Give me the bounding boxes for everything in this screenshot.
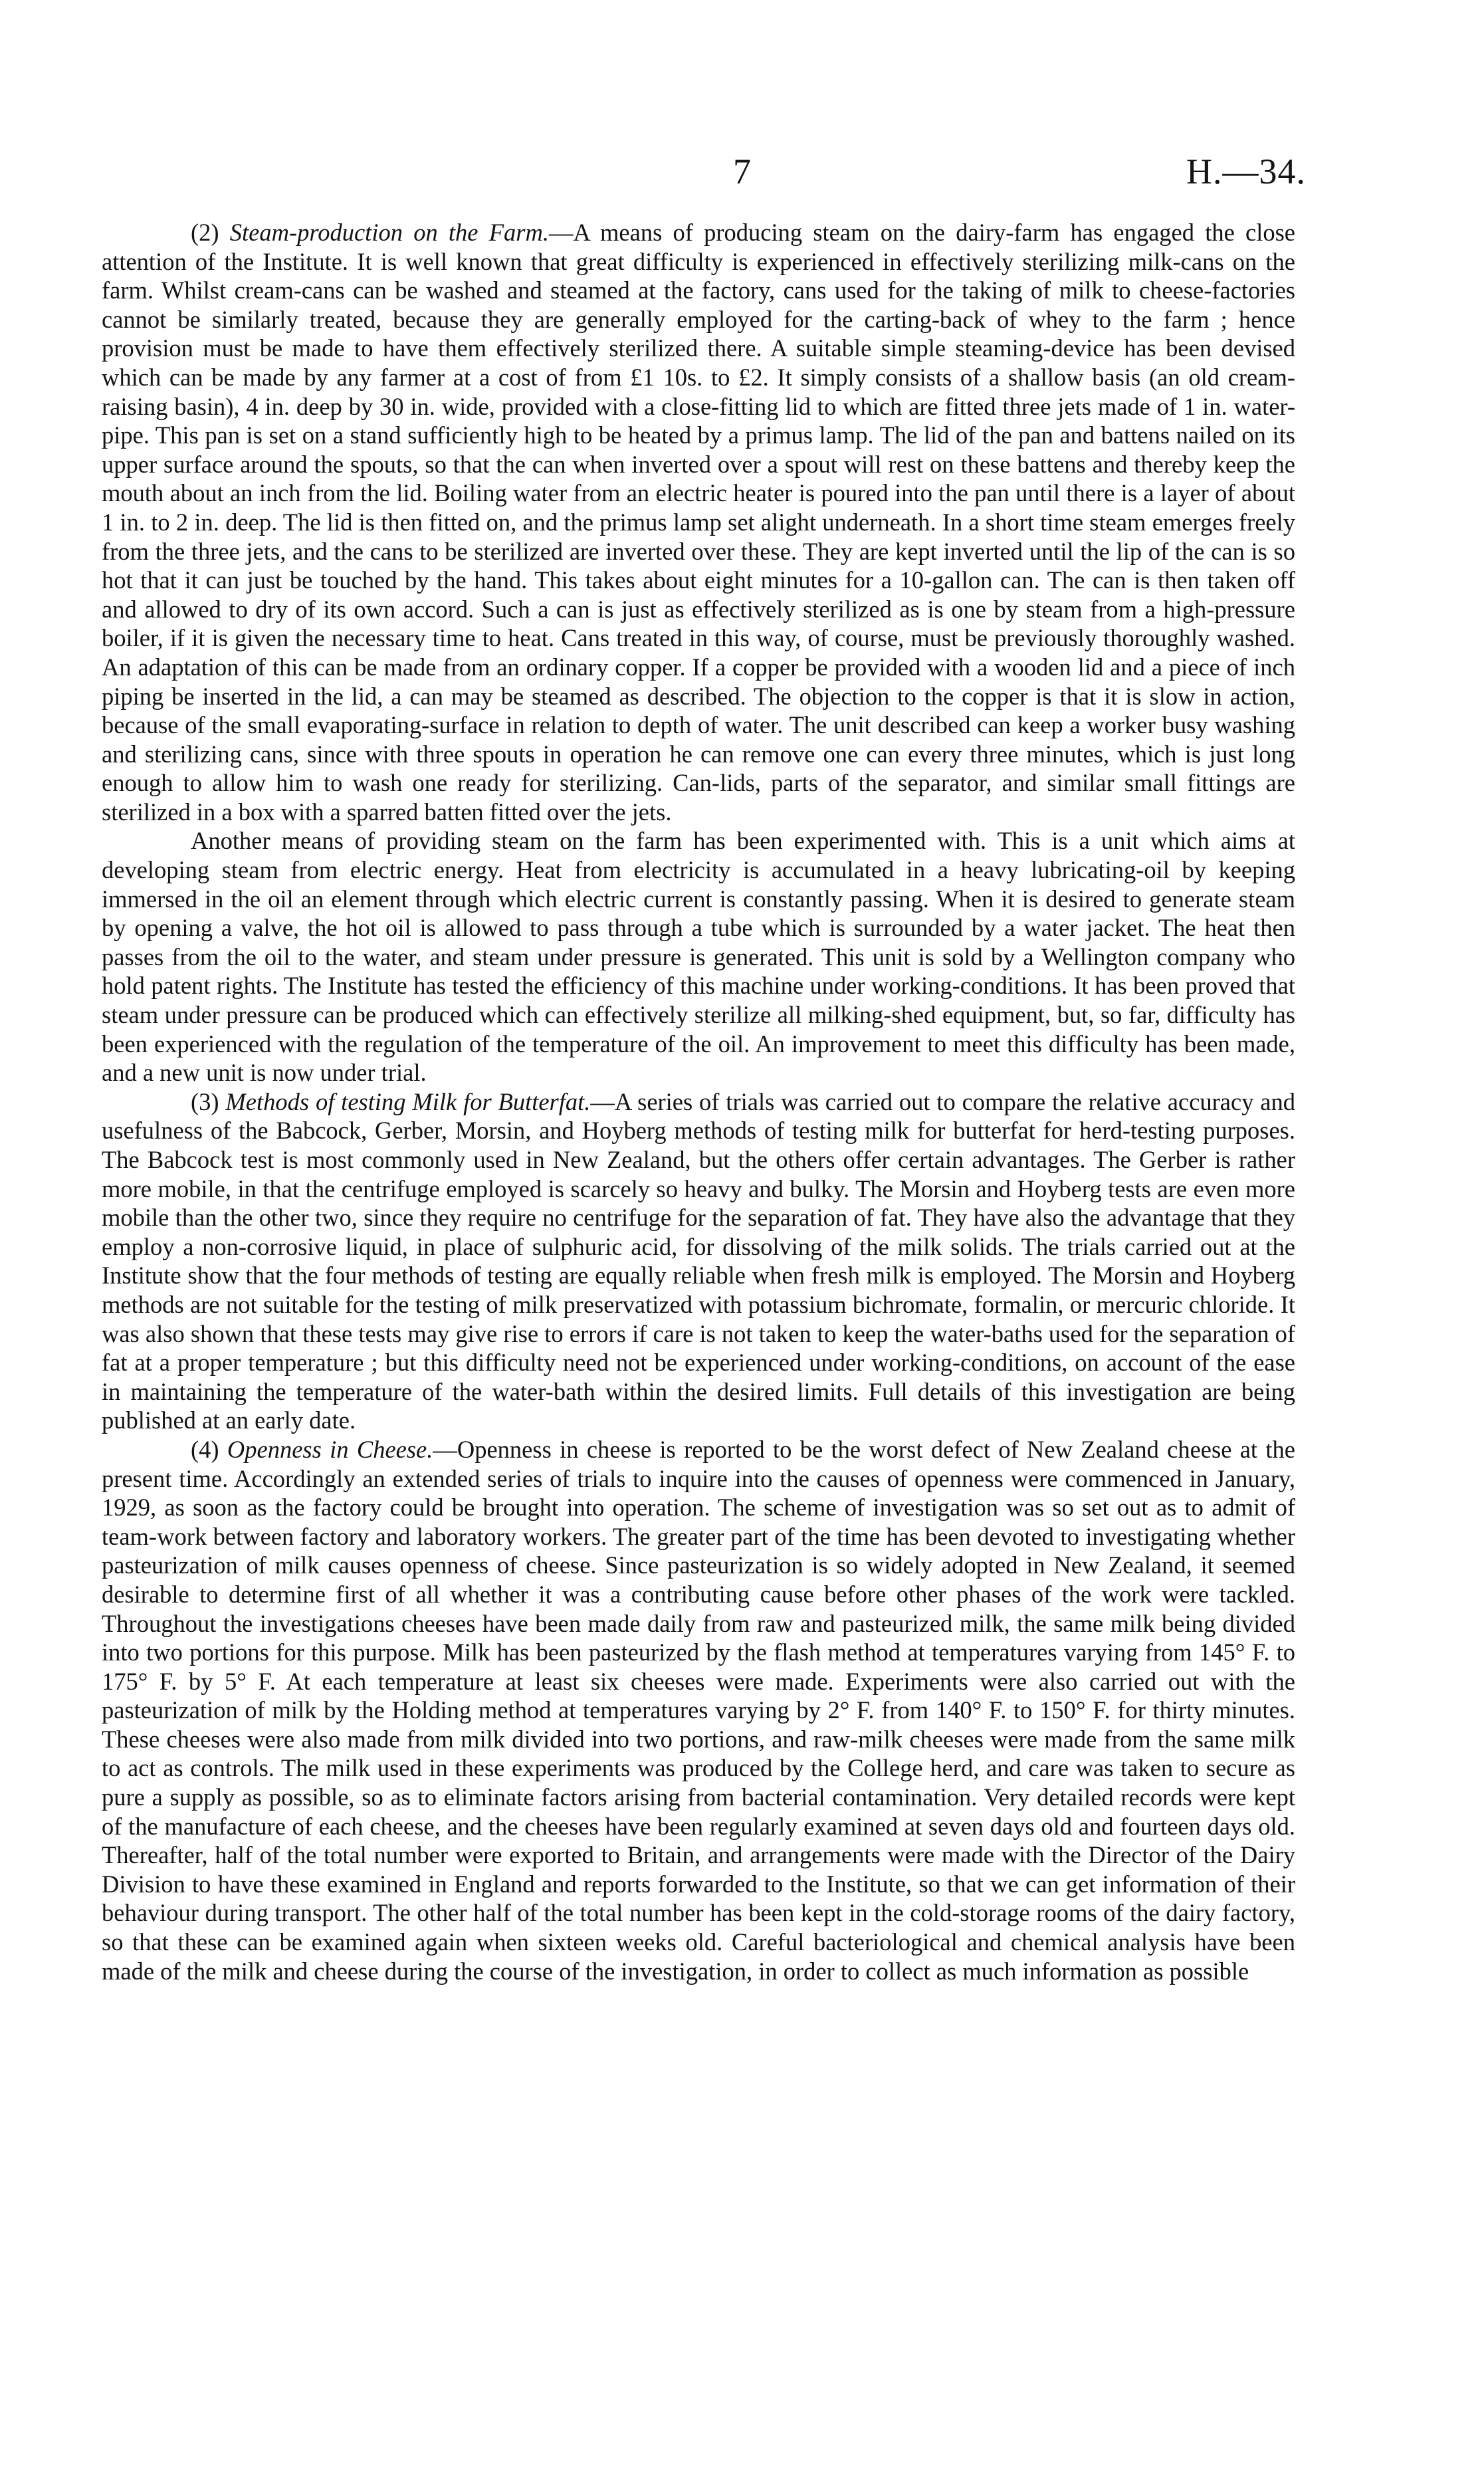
paragraph-number: (3) <box>191 1087 226 1115</box>
section-heading: Openness in Cheese. <box>227 1435 433 1463</box>
paragraph-number: (2) <box>191 219 230 246</box>
body-text <box>102 218 1295 1985</box>
paragraph-text: —Openness in cheese is reported to be the worst defect of New Zealand cheese at the present time. Accordingly an extended series of trials to inquire into the causes of openness were commenced in January, 1929, as soon as the factory could be brought into operation. The scheme of investigation was so set out as to admit of team-work between factory and laboratory workers. The greater part of the time has been devoted to investigating whether pasteurization of milk causes openness of cheese. Since pasteurization is so widely adopted in New Zealand, it seemed desirable to determine first of all whether it was a contributing cause before other phases of the work were tackled. Throughout the investigations cheeses have been made daily from raw and pasteurized milk, the same milk being divided into two portions for this purpose. Milk has been pasteurized by the flash method at temperatures varying from 145° F. to 175° F. by 5° F. At each temperature at least six cheeses were made. Experiments were also carried out with the pasteurization of milk by the Holding method at temperatures varying by 2° F. from 140° F. to 150° F. for thirty minutes. These cheeses were also made from milk divided into two portions, and raw-milk cheeses were made from the same milk to act as controls. The milk used in these experiments was produced by the College herd, and care was taken to secure as pure a supply as possible, so as to eliminate factors arising from bacterial contamination. Very detailed records were kept of the manufacture of each cheese, and the cheeses have been regularly examined at seven days old and fourteen days old. Thereafter, half of the total number were exported to Britain, and arrangements were made with the Director of the Dairy Division to have these examined in England and reports forwarded to the Institute, so that we can get information of their behaviour during transport. The other half of the total number has been kept in the cold-storage rooms of the dairy factory, so that these can be examined again when sixteen weeks old. Careful bacteriological and chemical analysis have been made of the milk and cheese during the course of the investigation, in order to collect as much information as possible <box>102 1435 1295 1985</box>
paragraph-testing-butterfat <box>102 1087 1295 1435</box>
paragraph-steam-production <box>102 218 1295 826</box>
document-reference: H.—34. <box>1186 152 1306 191</box>
page-number: 7 <box>733 152 751 191</box>
paragraph-text: Another means of providing steam on the farm has been experimented with. This is a unit which aims at developing steam from electric energy. Heat from electricity is accumulated in a heavy lubricating-oil by keeping immersed in the oil an element through which electric current is constantly passing. When it is desired to generate steam by opening a valve, the hot oil is allowed to pass through a tube which is surrounded by a water jacket. The heat then passes from the oil to the water, and steam under pressure is generated. This unit is sold by a Wellington company who hold patent rights. The Institute has tested the efficiency of this machine under working-conditions. It has been proved that steam under pressure can be produced which can effectively sterilize all milking-shed equipment, but, so far, difficulty has been experienced with the regulation of the temperature of the oil. An improvement to meet this difficulty has been made, and a new unit is now under trial. <box>102 827 1295 1087</box>
paragraph-text: —A means of producing steam on the dairy-farm has engaged the close attention of the Institute. It is well known that great difficulty is experienced in effectively sterilizing milk-cans on the farm. Whilst cream-cans can be washed and steamed at the factory, cans used for the taking of milk to cheese-factories cannot be similarly treated, because they are generally employed for the carting-back of whey to the farm ; hence provision must be made to have them effectively sterilized there. A suitable simple steaming-device has been devised which can be made by any farmer at a cost of from £1 10s. to £2. It simply consists of a shallow basis (an old cream-raising basin), 4 in. deep by 30 in. wide, provided with a close-fitting lid to which are fitted three jets made of 1 in. water-pipe. This pan is set on a stand sufficiently high to be heated by a primus lamp. The lid of the pan and battens nailed on its upper surface around the spouts, so that the can when inverted over a spout will rest on these battens and thereby keep the mouth about an inch from the lid. Boiling water from an electric heater is poured into the pan until there is a layer of about 1 in. to 2 in. deep. The lid is then fitted on, and the primus lamp set alight underneath. In a short time steam emerges freely from the three jets, and the cans to be sterilized are inverted over these. They are kept inverted until the lip of the can is so hot that it can just be touched by the hand. This takes about eight minutes for a 10-gallon can. The can is then taken off and allowed to dry of its own accord. Such a can is just as effectively sterilized as is one by steam from a high-pressure boiler, if it is given the necessary time to heat. Cans treated in this way, of course, must be previously thoroughly washed. An adaptation of this can be made from an ordinary copper. If a copper be provided with a wooden lid and a piece of inch piping be inserted in the lid, a can may be steamed as described. The objection to the copper is that it is slow in action, because of the small evaporating-surface in relation to depth of water. The unit described can keep a worker busy washing and sterilizing cans, since with three spouts in operation he can remove one can every three minutes, which is just long enough to allow him to wash one ready for sterilizing. Can-lids, parts of the separator, and similar small fittings are sterilized in a box with a sparred batten fitted over the jets. <box>102 219 1296 826</box>
paragraph-openness-cheese <box>102 1435 1295 1985</box>
section-heading: Steam-production on the Farm. <box>229 219 549 246</box>
paragraph-text: —A series of trials was carried out to compare the relative accuracy and usefulness of the Babcock, Gerber, Morsin, and Hoyberg methods of testing milk for butterfat for herd-testing purposes. The Babcock test is most commonly used in New Zealand, but the others offer certain advantages. The Gerber is rather more mobile, in that the centrifuge employed is scarcely so heavy and bulky. The Morsin and Hoyberg tests are even more mobile than the other two, since they require no centrifuge for the separation of fat. They have also the advantage that they employ a non-corrosive liquid, in place of sulphuric acid, for dissolving of the milk solids. The trials carried out at the Institute show that the four methods of testing are equally reliable when fresh milk is employed. The Morsin and Hoyberg methods are not suitable for the testing of milk preservatized with potassium bichromate, formalin, or mercuric chloride. It was also shown that these tests may give rise to errors if care is not taken to keep the water-baths used for the separation of fat at a proper temperature ; but this difficulty need not be experienced under working-conditions, on account of the ease in maintaining the temperature of the water-bath within the desired limits. Full details of this investigation are being published at an early date. <box>102 1087 1295 1434</box>
paragraph-electric-steam <box>102 826 1295 1087</box>
section-heading: Methods of testing Milk for Butterfat. <box>225 1087 591 1115</box>
paragraph-number: (4) <box>191 1435 227 1463</box>
